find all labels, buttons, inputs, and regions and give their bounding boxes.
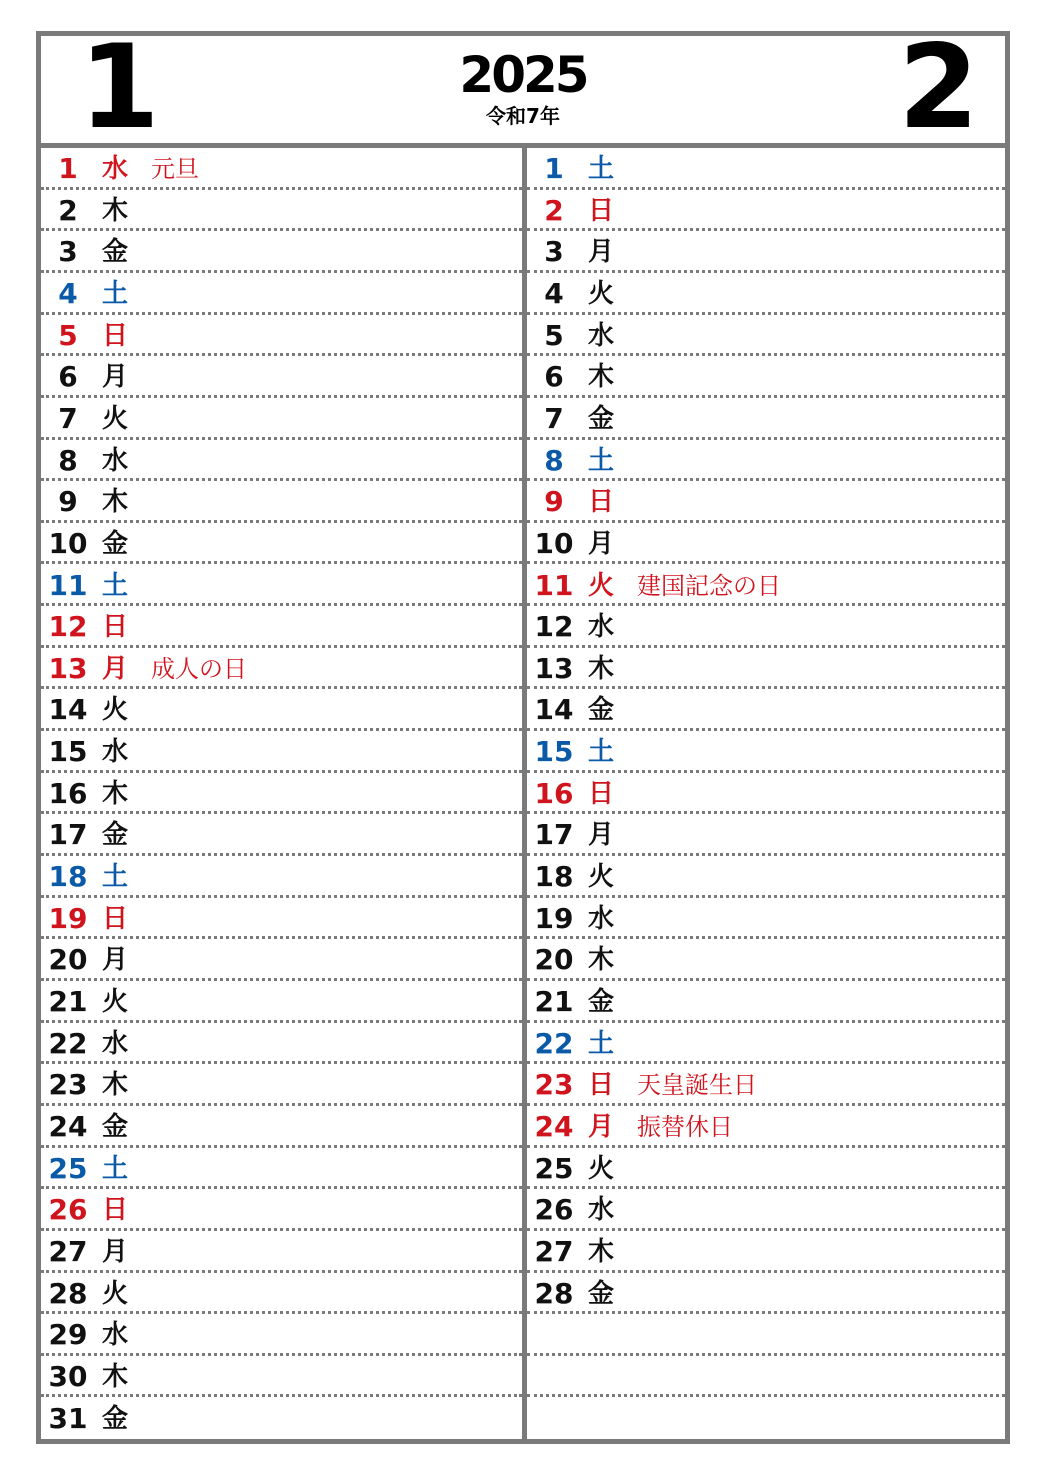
day-number: 24 — [48, 1109, 88, 1143]
weekday-label: 金 — [587, 695, 614, 726]
weekday-label: 土 — [101, 1153, 128, 1184]
day-row — [527, 1189, 1005, 1231]
day-number: 28 — [534, 1276, 574, 1310]
day-row — [41, 1356, 522, 1398]
weekday-label: 土 — [587, 445, 614, 476]
day-row — [527, 1314, 1005, 1356]
weekday-label: 土 — [101, 278, 128, 309]
weekday-label: 水 — [101, 1028, 128, 1059]
weekday-label: 水 — [587, 320, 614, 351]
weekday-label: 日 — [101, 612, 128, 643]
day-number: 5 — [544, 318, 564, 352]
day-number: 30 — [48, 1359, 88, 1393]
day-row — [527, 523, 1005, 565]
day-row — [41, 1273, 522, 1315]
day-number: 6 — [58, 360, 78, 394]
day-row — [527, 1273, 1005, 1315]
day-row — [527, 606, 1005, 648]
day-row — [527, 315, 1005, 357]
day-number: 19 — [534, 901, 574, 935]
weekday-label: 金 — [101, 1111, 128, 1142]
weekday-label: 火 — [101, 695, 128, 726]
weekday-label: 木 — [101, 487, 128, 518]
weekday-label: 金 — [587, 987, 614, 1017]
day-number: 21 — [48, 985, 88, 1018]
day-number: 8 — [544, 443, 564, 477]
month-number-right: 2 — [898, 20, 975, 155]
weekday-label: 木 — [587, 945, 614, 976]
day-row — [527, 481, 1005, 523]
day-row — [527, 398, 1005, 440]
day-number: 25 — [48, 1151, 88, 1185]
day-number: 16 — [534, 776, 574, 810]
weekday-label: 日 — [101, 320, 128, 351]
weekday-label: 日 — [101, 903, 128, 934]
day-number: 8 — [58, 443, 78, 477]
day-row — [527, 1356, 1005, 1398]
weekday-label: 土 — [101, 570, 128, 601]
day-number: 31 — [48, 1401, 88, 1435]
day-row — [41, 689, 522, 731]
day-row — [41, 814, 522, 856]
day-number: 10 — [534, 526, 574, 560]
day-row — [41, 1189, 522, 1231]
weekday-label: 木 — [101, 1361, 128, 1392]
day-row — [41, 606, 522, 648]
weekday-label: 土 — [587, 154, 614, 184]
day-row — [527, 1106, 1005, 1148]
weekday-label: 火 — [587, 862, 614, 893]
day-number: 26 — [534, 1193, 574, 1227]
weekday-label: 金 — [101, 237, 128, 268]
day-row — [527, 273, 1005, 315]
weekday-label: 金 — [101, 820, 128, 851]
day-number: 23 — [534, 1068, 574, 1102]
day-number: 1 — [544, 152, 564, 185]
day-row — [527, 689, 1005, 731]
day-row — [41, 898, 522, 940]
day-number: 5 — [58, 318, 78, 352]
day-row — [41, 231, 522, 273]
day-number: 7 — [544, 401, 564, 435]
day-row — [41, 773, 522, 815]
day-number: 16 — [48, 776, 88, 810]
day-number: 18 — [48, 860, 88, 894]
day-number: 4 — [58, 276, 78, 310]
day-row — [41, 731, 522, 773]
day-number: 14 — [534, 693, 574, 727]
day-row — [527, 898, 1005, 940]
day-row — [527, 190, 1005, 232]
calendar-frame — [36, 20, 1010, 1444]
day-number: 17 — [48, 818, 88, 852]
day-row — [41, 1148, 522, 1190]
day-number: 11 — [534, 568, 574, 602]
day-number: 20 — [48, 943, 88, 977]
day-number: 18 — [534, 860, 574, 894]
weekday-label: 金 — [587, 403, 614, 434]
day-row — [41, 315, 522, 357]
day-row — [527, 231, 1005, 273]
day-row — [527, 1064, 1005, 1106]
day-number: 14 — [48, 693, 88, 727]
weekday-label: 月 — [101, 945, 128, 976]
day-number: 12 — [48, 610, 88, 644]
day-number: 15 — [48, 735, 88, 769]
day-row — [41, 1106, 522, 1148]
day-number: 24 — [534, 1109, 574, 1143]
day-number: 9 — [58, 485, 78, 519]
day-row — [527, 1231, 1005, 1273]
day-number: 4 — [544, 276, 564, 310]
weekday-label: 月 — [101, 1236, 128, 1267]
weekday-label: 日 — [587, 195, 614, 226]
weekday-label: 月 — [587, 237, 614, 268]
day-row — [41, 148, 522, 190]
day-row — [41, 1231, 522, 1273]
day-row — [41, 856, 522, 898]
day-number: 23 — [48, 1068, 88, 1102]
day-number: 2 — [544, 193, 564, 227]
holiday-name: 振替休日 — [637, 1112, 733, 1141]
weekday-label: 木 — [587, 1236, 614, 1267]
weekday-label: 水 — [101, 737, 128, 768]
weekday-label: 木 — [101, 195, 128, 226]
weekday-label: 水 — [101, 154, 128, 184]
weekday-label: 火 — [587, 1153, 614, 1184]
weekday-label: 月 — [101, 653, 128, 684]
day-row — [41, 1314, 522, 1356]
day-row — [527, 565, 1005, 607]
weekday-label: 火 — [101, 987, 128, 1017]
holiday-name: 成人の日 — [151, 654, 247, 683]
day-number: 29 — [48, 1318, 88, 1352]
day-row — [41, 440, 522, 482]
weekday-label: 月 — [587, 820, 614, 851]
day-row — [527, 440, 1005, 482]
day-number: 25 — [534, 1151, 574, 1185]
holiday-name: 建国記念の日 — [637, 571, 781, 600]
weekday-label: 火 — [587, 278, 614, 309]
day-row — [527, 939, 1005, 981]
weekday-label: 木 — [101, 778, 128, 809]
weekday-label: 木 — [101, 1070, 128, 1101]
weekday-label: 土 — [587, 737, 614, 768]
weekday-label: 土 — [587, 1028, 614, 1059]
month-number-left: 1 — [79, 20, 156, 155]
weekday-label: 日 — [587, 1070, 614, 1101]
weekday-label: 金 — [101, 528, 128, 559]
day-row — [41, 190, 522, 232]
day-row — [41, 523, 522, 565]
day-number: 1 — [58, 152, 78, 185]
day-number: 10 — [48, 526, 88, 560]
day-row — [41, 939, 522, 981]
day-row — [527, 814, 1005, 856]
day-row — [527, 731, 1005, 773]
weekday-label: 日 — [101, 1195, 128, 1226]
weekday-label: 日 — [587, 778, 614, 809]
weekday-label: 土 — [101, 862, 128, 893]
weekday-label: 月 — [587, 528, 614, 559]
day-number: 28 — [48, 1276, 88, 1310]
day-row — [41, 565, 522, 607]
day-number: 15 — [534, 735, 574, 769]
weekday-label: 火 — [101, 1278, 128, 1309]
holiday-name: 元旦 — [151, 155, 199, 183]
weekday-label: 水 — [587, 1195, 614, 1226]
day-number: 22 — [534, 1026, 574, 1060]
day-row — [41, 356, 522, 398]
day-row — [41, 1398, 522, 1440]
day-number: 13 — [48, 651, 88, 685]
weekday-label: 水 — [101, 445, 128, 476]
day-row — [41, 1064, 522, 1106]
day-row — [527, 856, 1005, 898]
day-number: 2 — [58, 193, 78, 227]
day-number: 21 — [534, 985, 574, 1018]
weekday-label: 水 — [587, 903, 614, 934]
weekday-label: 月 — [587, 1111, 614, 1142]
holiday-name: 天皇誕生日 — [637, 1071, 757, 1100]
weekday-label: 金 — [101, 1403, 128, 1434]
weekday-label: 火 — [587, 570, 614, 601]
month-column-february — [527, 148, 1005, 1439]
day-number: 9 — [544, 485, 564, 519]
day-number: 27 — [48, 1234, 88, 1268]
weekday-label: 金 — [587, 1278, 614, 1309]
weekday-label: 木 — [587, 653, 614, 684]
day-number: 3 — [58, 235, 78, 269]
weekday-label: 日 — [587, 487, 614, 518]
day-row — [41, 648, 522, 690]
day-row — [41, 273, 522, 315]
weekday-label: 木 — [587, 362, 614, 393]
month-column-january — [41, 148, 522, 1439]
day-number: 6 — [544, 360, 564, 394]
day-row — [527, 356, 1005, 398]
era-year: 令和7年 — [486, 104, 560, 128]
year-title: 2025 — [459, 46, 587, 104]
day-number: 19 — [48, 901, 88, 935]
day-number: 11 — [48, 568, 88, 602]
weekday-label: 水 — [587, 612, 614, 643]
weekday-label: 月 — [101, 362, 128, 393]
day-row — [41, 1023, 522, 1065]
calendar-header — [41, 20, 1005, 155]
day-row — [527, 981, 1005, 1023]
day-number: 7 — [58, 401, 78, 435]
day-number: 3 — [544, 235, 564, 269]
day-number: 12 — [534, 610, 574, 644]
day-row — [527, 773, 1005, 815]
day-number: 26 — [48, 1193, 88, 1227]
day-row — [527, 148, 1005, 190]
day-row — [527, 1023, 1005, 1065]
day-number: 17 — [534, 818, 574, 852]
day-number: 20 — [534, 943, 574, 977]
day-row — [527, 648, 1005, 690]
day-number: 22 — [48, 1026, 88, 1060]
day-row — [41, 398, 522, 440]
day-row — [527, 1398, 1005, 1440]
day-number: 13 — [534, 651, 574, 685]
day-row — [41, 981, 522, 1023]
weekday-label: 火 — [101, 403, 128, 434]
weekday-label: 水 — [101, 1320, 128, 1351]
day-number: 27 — [534, 1234, 574, 1268]
day-row — [41, 481, 522, 523]
day-row — [527, 1148, 1005, 1190]
